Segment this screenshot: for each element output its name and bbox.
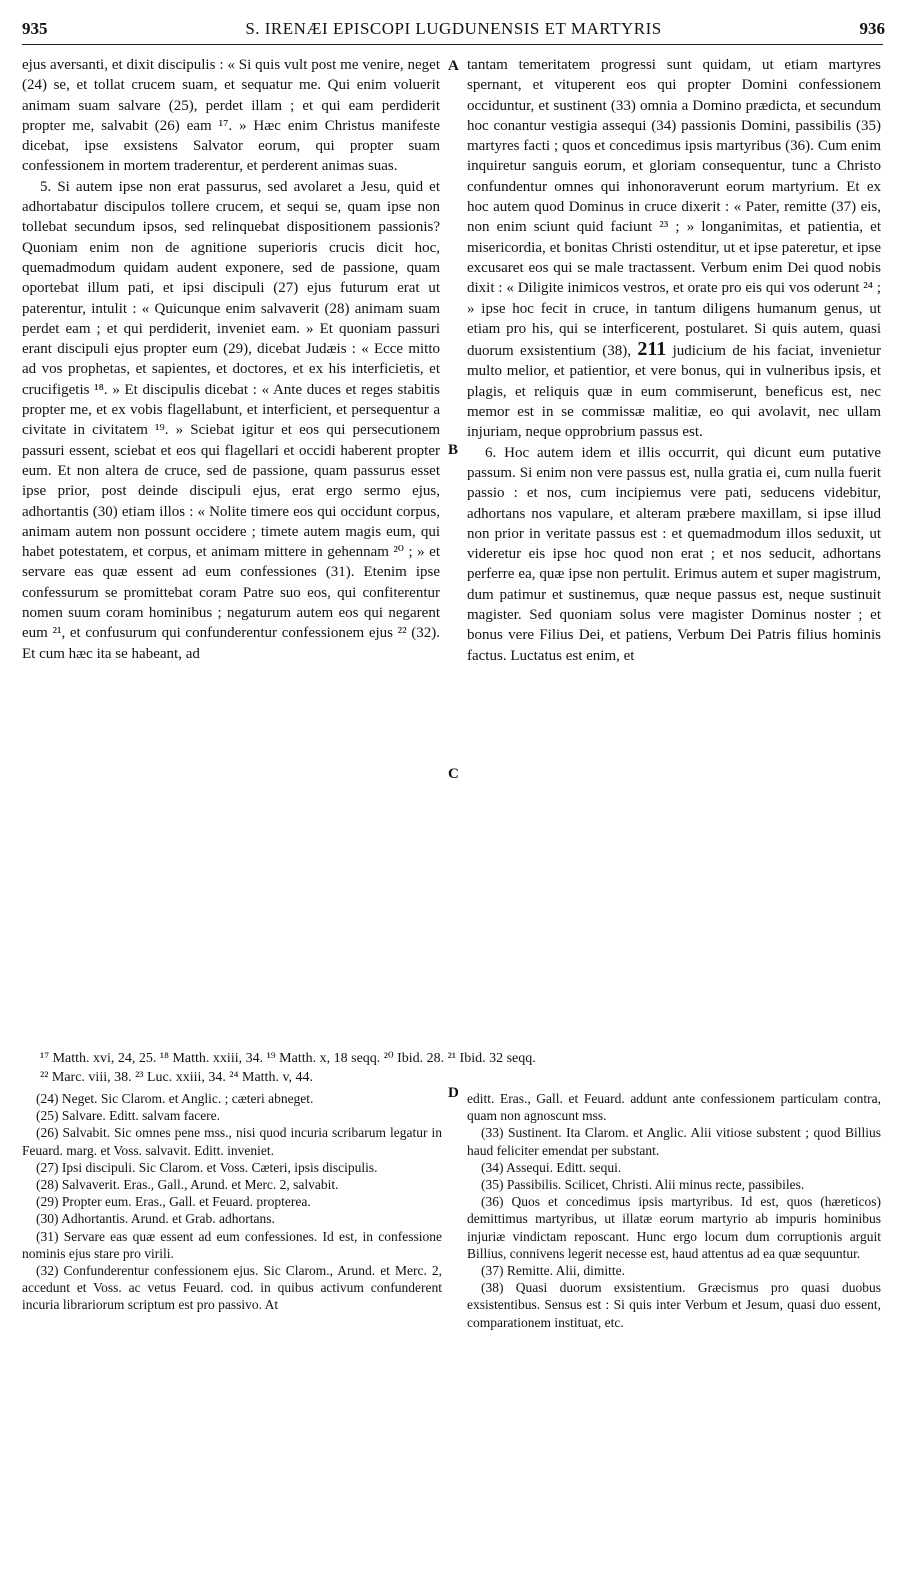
note: (29) Propter eum. Eras., Gall. et Feuard. propterea. bbox=[36, 1194, 311, 1210]
footnote-line: ²² Marc. viii, 38. ²³ Luc. xxiii, 34. ²⁴ Matth. v, 44. bbox=[40, 1070, 314, 1085]
note: (38) Quasi duorum exsistentium. Græcismus pro quasi duobus exsistentibus. Sensus est : Si quis inter Verbum et Jesum, quasi duo essent, comparationem instituat, etc. bbox=[467, 1280, 881, 1330]
paragraph bbox=[467, 55, 881, 443]
critical-notes-left bbox=[22, 1090, 442, 1314]
note: (24) Neget. Sic Clarom. et Anglic. ; cæteri abneget. bbox=[36, 1091, 314, 1106]
note: (36) Quos et concedimus ipsis martyribus. Id est, quos (hæreticos) demittimus martyribus, ut illatæ eorum martyrio ab impuris hominibus injuriæ vindictam reposcant. Hunc ergo locum dum corruptionis arguit Billius, connivens legerit necesse est, haud attentus ad ea quæ sequuntur. bbox=[467, 1194, 881, 1261]
page-number-right: 936 bbox=[859, 19, 885, 38]
margin-marker-b: B bbox=[448, 442, 459, 458]
note: editt. Eras., Gall. et Feuard. addunt ante confessionem particulam contra, quam non agnoscunt mss. bbox=[467, 1091, 881, 1124]
left-text-column bbox=[22, 55, 440, 664]
note: (32) Confunderentur confessionem ejus. Sic Clarom., Arund. et Merc. 2, accedunt et Voss. ac vetus Feuard. cod. in quibus activum confunderent incuria librariorum scriptum est pro passivo. At bbox=[22, 1263, 442, 1313]
scripture-footnotes bbox=[40, 1049, 883, 1087]
note: (35) Passibilis. Scilicet, Christi. Alii minus recte, passibiles. bbox=[481, 1177, 805, 1193]
paragraph: 5. Si autem ipse non erat passurus, sed avolaret a Jesu, quid et adhortabatur discipulos tollere crucem, et sequi se, quam ipse non tollebat secundum ipsos, sed relinquebat dispositionem passionis? Quoniam enim non de agnitione superioris crucis dicit hoc, quemadmodum quidam audent exponere, sed de passione, quam oportebat illum pati, et ipsi discipuli (27) ejus futurum erat ut paterentur, intulit : « Quicunque enim salvaverit (28) animam suam perdet eam ; et qui perdiderit, inveniet eam. » Et quoniam passuri erant discipuli ejus propter eum (29), dicebat Judæis : « Ecce mitto ad vos prophetas, et sapientes, et doctores, et ex his interficietis, et crucifigetis ¹⁸. » Et discipulis dicebat : « Ante duces et reges stabitis propter me, et ex vobis flagellabunt, et interficient, et persequentur a civitate in civitatem ¹⁹. » Sciebat igitur et eos qui persecutionem passuri essent, sciebat et eos qui flagellari et occidi haberent propter eum. Et non altera de cruce, sed de passione, quam passurus esset ipse prior, post deinde discipuli ejus, erat ergo sermo ejus, adhortantis (30) etiam illos : « Nolite timere eos qui occidunt corpus, animam autem non possunt occidere ; timete autem magis eum, qui habet potestatem, et corpus, et animam mittere in gehennam ²⁰ ; » et servare eas quæ essent ad eum confessiones (31). Etenim ipse confessurum se promittebat coram Patre suo eos, qui confiterentur nomen suum coram hominibus ; negaturum autem eos qui negarent eum ²¹, et confusurum qui confunderentur confessionem ejus ²² (32). Et cum hæc ita se habeant, ad bbox=[22, 178, 440, 662]
header-rule bbox=[22, 44, 883, 45]
margin-marker-d: D bbox=[448, 1085, 459, 1101]
margin-marker-a: A bbox=[448, 58, 459, 74]
right-text-column bbox=[467, 55, 881, 666]
note: (30) Adhortantis. Arund. et Grab. adhortans. bbox=[36, 1211, 275, 1227]
footnote-line: ¹⁷ Matth. xvi, 24, 25. ¹⁸ Matth. xxiii, 34. ¹⁹ Matth. x, 18 seqq. ²⁰ Ibid. 28. ²¹ Ibid. 32 seqq. bbox=[40, 1051, 536, 1066]
page-number-left: 935 bbox=[22, 19, 48, 38]
note: (33) Sustinent. Ita Clarom. et Anglic. Alii vitiose substent ; quod Billius haud feliciter emendat per substant. bbox=[467, 1125, 881, 1158]
note: (31) Servare eas quæ essent ad eum confessiones. Id est, in confessione nominis ejus stare pro virili. bbox=[22, 1228, 442, 1261]
column-number: 211 bbox=[637, 338, 667, 361]
paragraph-text: tantam temeritatem progressi sunt quidam, ut etiam martyres spernant, et vituperent eos qui propter Domini confessionem occiduntur, et sustinent (33) omnia a Domino prædicta, et secundum hoc conantur vestigia assequi (34) passionis Domini, passibilis (35) martyres facti ; quos et concedimus ipsis martyribus (36). Cum enim inquiretur sanguis eorum, et gloriam consequentur, tunc a Christo confundentur omnes qui inhonoraverunt eorum martyrium. Et ex hoc autem quod Dominus in cruce dixerit : « Pater, remitte (37) eis, non enim sciunt quid faciunt ²³ ; » longanimitas, et patientia, et misericordia, et bonitas Christi ostenditur, ut et ipse pateretur, et ipse excusaret eos qui se male tractassent. Verbum enim Dei quod nobis dixit : « Diligite inimicos vestros, et orate pro eis qui vos oderunt ²⁴ ; » ipse hoc fecit in cruce, in tantum diligens humanum genus, ut etiam pro his, qui se interficerent, postularet. Si quis autem, quasi duorum exsistentium (38), bbox=[467, 57, 881, 360]
paragraph: ejus aversanti, et dixit discipulis : « Si quis vult post me venire, neget (24) se, et tollat crucem suam, et sequatur me. Qui enim voluerit animam suam salvare (25), perdet illam ; et qui eam perdiderit propter me, salvabit (26) eam ¹⁷. » Hæc enim Christus manifeste dicebat, ipse exsistens Salvator eorum, qui propter suam confessionem in mortem traderentur, et perderent animas suas. bbox=[22, 57, 440, 175]
note: (25) Salvare. Editt. salvam facere. bbox=[36, 1108, 221, 1124]
note: (34) Assequi. Editt. sequi. bbox=[481, 1159, 622, 1175]
running-title: S. IRENÆI EPISCOPI LUGDUNENSIS ET MARTYRIS bbox=[245, 19, 662, 38]
note: (27) Ipsi discipuli. Sic Clarom. et Voss. Cæteri, ipsis discipulis. bbox=[36, 1159, 378, 1175]
note: (26) Salvabit. Sic omnes pene mss., nisi quod incuria scribarum legatur in Feuard. marg. et Voss. salvavit. Editt. inveniet. bbox=[22, 1125, 442, 1158]
margin-marker-c: C bbox=[448, 766, 459, 782]
paragraph-text: judicium de his faciat, invenietur multo melior, et patientior, et vere bonus, qui in vulneribus ipsis, et plagis, et reliquis quæ in eum commiserunt, beneficus est, nec memor est in se commissæ malitiæ, eo qui avolavit, nec ullam injuriam, neque opprobrium passus est. bbox=[467, 343, 881, 441]
critical-notes-right bbox=[467, 1090, 881, 1331]
note: (28) Salvaverit. Eras., Gall., Arund. et Merc. 2, salvabit. bbox=[36, 1177, 339, 1193]
note: (37) Remitte. Alii, dimitte. bbox=[481, 1263, 625, 1279]
paragraph: 6. Hoc autem idem et illis occurrit, qui dicunt eum putative passum. Si enim non vere passus est, nulla gratia ei, cum nulla fuerit passio : et nos, cum incipiemus vere pati, seducens videbitur, adhortans nos vapulare, et alteram præbere maxillam, si ipse illud non prior in veritate passus est : et quemadmodum illos seduxit, ut videretur eis ipse hoc quod non erat ; et nos seducit, adhortans perferre ea, quæ ipse non pertulit. Erimus autem et super magistrum, dum patimur et sustinemus, quæ neque passus est, neque sustinuit magister. Sed quoniam solus vere magister Dominus noster ; et bonus vere Filius Dei, et patiens, Verbum Dei Patris filius hominis factus. Luctatus est enim, et bbox=[467, 444, 881, 664]
page-header bbox=[22, 18, 885, 44]
